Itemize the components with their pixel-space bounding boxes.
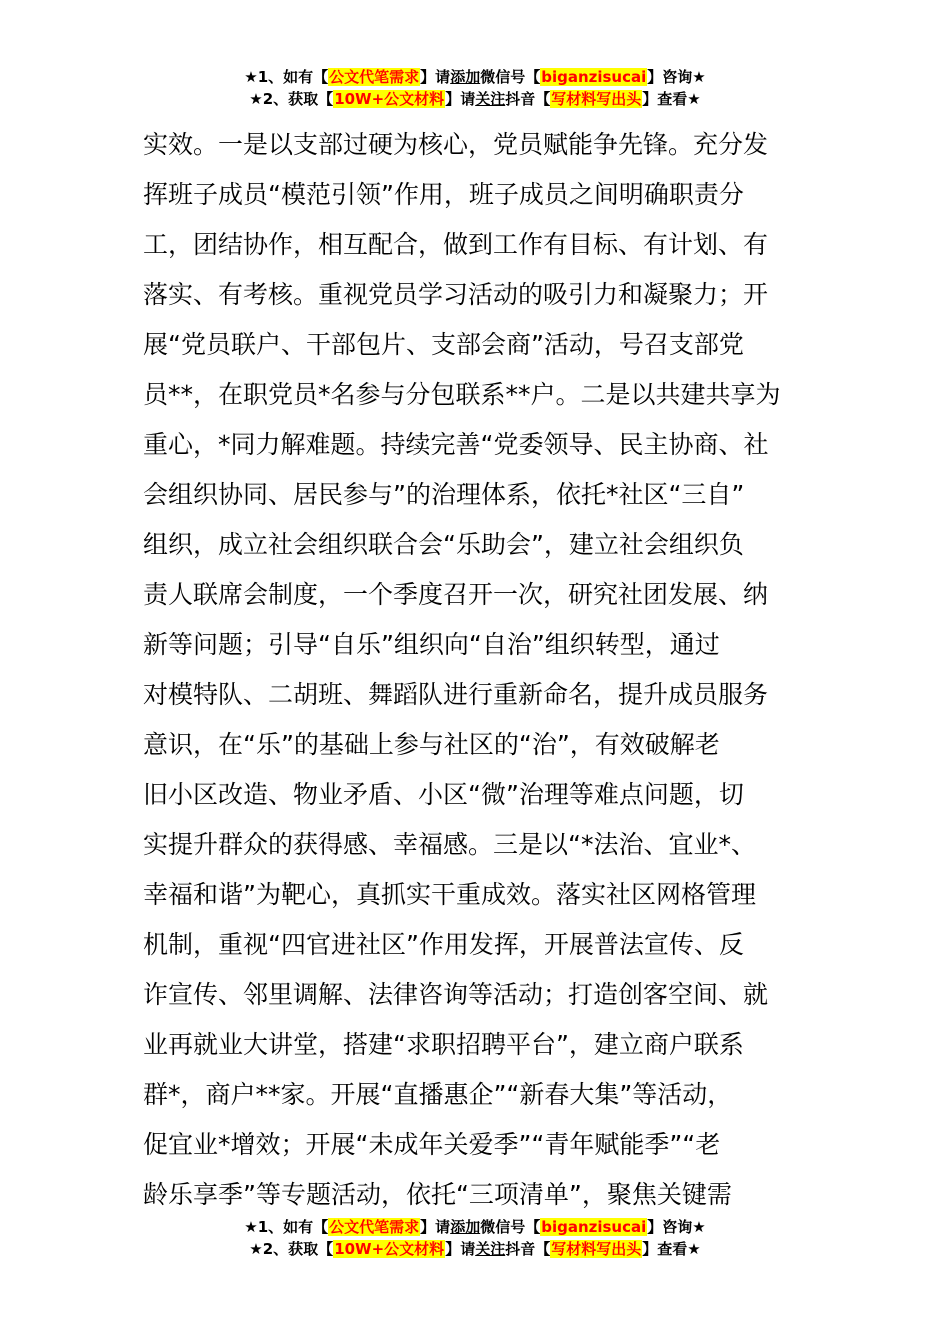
banner-highlight: biganzisucai <box>541 1218 647 1236</box>
banner-highlight: 写材料写出头 <box>551 90 642 108</box>
banner-underlined-text: 关注 <box>475 1240 506 1258</box>
body-line: 群*，商户**家。开展“直播惠企”“新春大集”等活动， <box>143 1080 733 1109</box>
body-line: 会组织协同、居民参与”的治理体系，依托*社区“三自” <box>143 480 745 509</box>
body-line: 机制，重视“四官进社区”作用发挥，开展普法宣传、反 <box>143 930 744 959</box>
banner-text: 】咨询★ <box>647 68 706 86</box>
banner-highlight: 公文代笔需求 <box>329 1218 420 1236</box>
body-line: 员**，在职党员*名参与分包联系**户。二是以共建共享为 <box>143 380 781 409</box>
banner-text: ★1、如有【 <box>244 1218 329 1236</box>
body-line: 对模特队、二胡班、舞蹈队进行重新命名，提升成员服务 <box>143 680 769 709</box>
banner-text: 】请 <box>420 68 451 86</box>
banner-line-2 <box>0 88 950 110</box>
body-line: 龄乐享季”等专题活动，依托“三项清单”，聚焦关键需 <box>143 1180 732 1209</box>
banner-text: 】请 <box>445 90 476 108</box>
banner-highlight: 10W+公文材料 <box>334 1240 445 1258</box>
banner-text: 】查看★ <box>642 1240 701 1258</box>
banner-underlined-text: 关注 <box>475 90 506 108</box>
body-line: 旧小区改造、物业矛盾、小区“微”治理等难点问题，切 <box>143 780 744 809</box>
body-line: 挥班子成员“模范引领”作用，班子成员之间明确职责分 <box>143 180 744 209</box>
banner-line-1 <box>0 66 950 88</box>
banner-text: ★1、如有【 <box>244 68 329 86</box>
banner-highlight: biganzisucai <box>541 68 647 86</box>
header-banner <box>0 66 950 110</box>
body-line: 落实、有考核。重视党员学习活动的吸引力和凝聚力；开 <box>143 280 769 309</box>
banner-underlined-text: 添加 <box>450 68 481 86</box>
body-line: 工，团结协作，相互配合，做到工作有目标、有计划、有 <box>143 230 769 259</box>
banner-text: 微信号【 <box>480 68 541 86</box>
body-line: 促宜业*增效；开展“未成年关爱季”“青年赋能季”“老 <box>143 1130 721 1159</box>
footer-banner <box>0 1216 950 1260</box>
banner-highlight: 10W+公文材料 <box>334 90 445 108</box>
banner-line-1 <box>0 1216 950 1238</box>
banner-text: 】咨询★ <box>647 1218 706 1236</box>
body-line: 实效。一是以支部过硬为核心，党员赋能争先锋。充分发 <box>143 130 769 159</box>
banner-text: 】查看★ <box>642 90 701 108</box>
banner-highlight: 写材料写出头 <box>551 1240 642 1258</box>
body-line: 组织，成立社会组织联合会“乐助会”，建立社会组织负 <box>143 530 744 559</box>
banner-text: 抖音【 <box>505 90 551 108</box>
body-line: 责人联席会制度，一个季度召开一次，研究社团发展、纳 <box>143 580 769 609</box>
body-line: 实提升群众的获得感、幸福感。三是以“*法治、宜业*、 <box>143 830 756 859</box>
body-line: 幸福和谐”为靶心，真抓实干重成效。落实社区网格管理 <box>143 880 756 909</box>
body-line: 意识，在“乐”的基础上参与社区的“治”，有效破解老 <box>143 730 720 759</box>
body-line: 业再就业大讲堂，搭建“求职招聘平台”，建立商户联系 <box>143 1030 744 1059</box>
body-line: 新等问题；引导“自乐”组织向“自治”组织转型，通过 <box>143 630 720 659</box>
document-body <box>143 120 813 1220</box>
banner-highlight: 公文代笔需求 <box>329 68 420 86</box>
banner-line-2 <box>0 1238 950 1260</box>
banner-text: ★2、获取【 <box>249 90 334 108</box>
banner-text: 】请 <box>420 1218 451 1236</box>
body-line: 诈宣传、邻里调解、法律咨询等活动；打造创客空间、就 <box>143 980 769 1009</box>
body-line: 重心，*同力解难题。持续完善“党委领导、民主协商、社 <box>143 430 769 459</box>
banner-text: ★2、获取【 <box>249 1240 334 1258</box>
banner-underlined-text: 添加 <box>450 1218 481 1236</box>
banner-text: 抖音【 <box>505 1240 551 1258</box>
banner-text: 】请 <box>445 1240 476 1258</box>
body-line: 展“党员联户、干部包片、支部会商”活动，号召支部党 <box>143 330 744 359</box>
banner-text: 微信号【 <box>480 1218 541 1236</box>
